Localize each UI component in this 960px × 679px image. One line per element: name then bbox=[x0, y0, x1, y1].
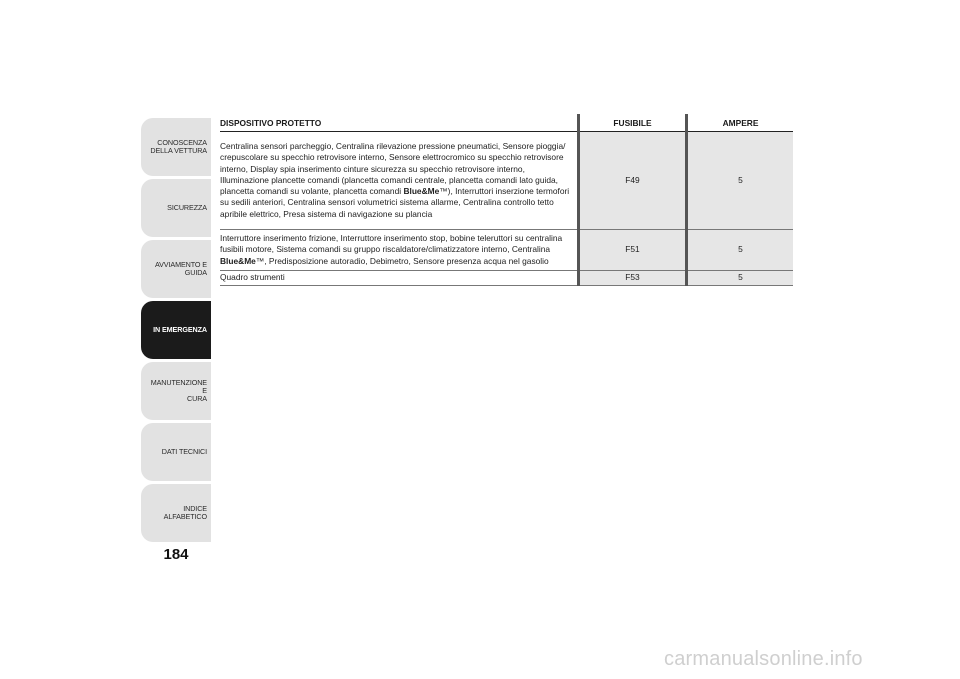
tab-label: MANUTENZIONE E CURA bbox=[150, 378, 207, 403]
watermark: carmanualsonline.info bbox=[664, 648, 863, 670]
device-text: Interruttore inserimento frizione, Interruttore inserimento stop, bobine teleruttori su centralina fusibili motore, Sistema comandi su gruppo riscaldatore/climatizzatore interno, Centralina bbox=[220, 233, 563, 255]
fuse-table bbox=[220, 114, 793, 286]
tab-dati-tecnici[interactable] bbox=[141, 423, 211, 481]
tab-label: IN EMERGENZA bbox=[153, 325, 207, 334]
tab-avviamento-e-guida[interactable] bbox=[141, 240, 211, 298]
tab-indice-alfabetico[interactable] bbox=[141, 484, 211, 542]
table-row bbox=[220, 230, 793, 271]
tab-label: DATI TECNICI bbox=[161, 447, 207, 456]
header-device: DISPOSITIVO PROTETTO bbox=[220, 114, 579, 132]
device-cell bbox=[220, 271, 579, 286]
tab-label: INDICE ALFABETICO bbox=[163, 504, 207, 521]
device-cell bbox=[220, 132, 579, 230]
tab-conoscenza-della-vettura[interactable] bbox=[141, 118, 211, 176]
table-row bbox=[220, 271, 793, 286]
device-text: Centralina sensori parcheggio, Centralina rilevazione pressione pneumatici, Sensore pioggia/ crepuscolare su specchio retrovisore interno, Sensore elettrocromico su specchio retrovisore interno, Display spia inserimento cinture sicurezza su specchio retrovisore interno, Illuminazione plancette comandi (plancetta comandi centrale, plancetta comandi lato guida, plancetta comandi su volante, plancetta comandi bbox=[220, 141, 566, 197]
header-amp: AMPERE bbox=[687, 114, 794, 132]
amp-cell: 5 bbox=[687, 230, 794, 271]
device-text-after: ™), Interruttori inserzione termofori su sedili anteriori, Centralina sensori volumetrici sistema allarme, Centralina controllo tetto apribile elettrico, Presa sistema di navigazione su plancia bbox=[220, 186, 570, 219]
tab-in-emergenza[interactable] bbox=[141, 301, 211, 359]
table-row bbox=[220, 132, 793, 230]
amp-cell: 5 bbox=[687, 132, 794, 230]
fuse-cell: F49 bbox=[579, 132, 687, 230]
tab-label: AVVIAMENTO E GUIDA bbox=[154, 260, 207, 277]
page-number: 184 bbox=[163, 546, 189, 563]
fuse-cell: F51 bbox=[579, 230, 687, 271]
device-cell bbox=[220, 230, 579, 271]
header-fuse: FUSIBILE bbox=[579, 114, 687, 132]
amp-cell: 5 bbox=[687, 271, 794, 286]
device-text-after: ™, Predisposizione autoradio, Debimetro, Sensore presenza acqua nel gasolio bbox=[255, 255, 549, 266]
brand-text: Blue&Me bbox=[220, 255, 256, 266]
fuse-cell: F53 bbox=[579, 271, 687, 286]
tab-label: CONOSCENZA DELLA VETTURA bbox=[150, 138, 207, 155]
tab-manutenzione-e-cura[interactable] bbox=[141, 362, 211, 420]
tab-sicurezza[interactable] bbox=[141, 179, 211, 237]
brand-text: Blue&Me bbox=[403, 186, 440, 197]
tab-label: SICUREZZA bbox=[167, 203, 207, 212]
device-text: Quadro strumenti bbox=[220, 272, 285, 283]
table-header-row bbox=[220, 114, 793, 132]
